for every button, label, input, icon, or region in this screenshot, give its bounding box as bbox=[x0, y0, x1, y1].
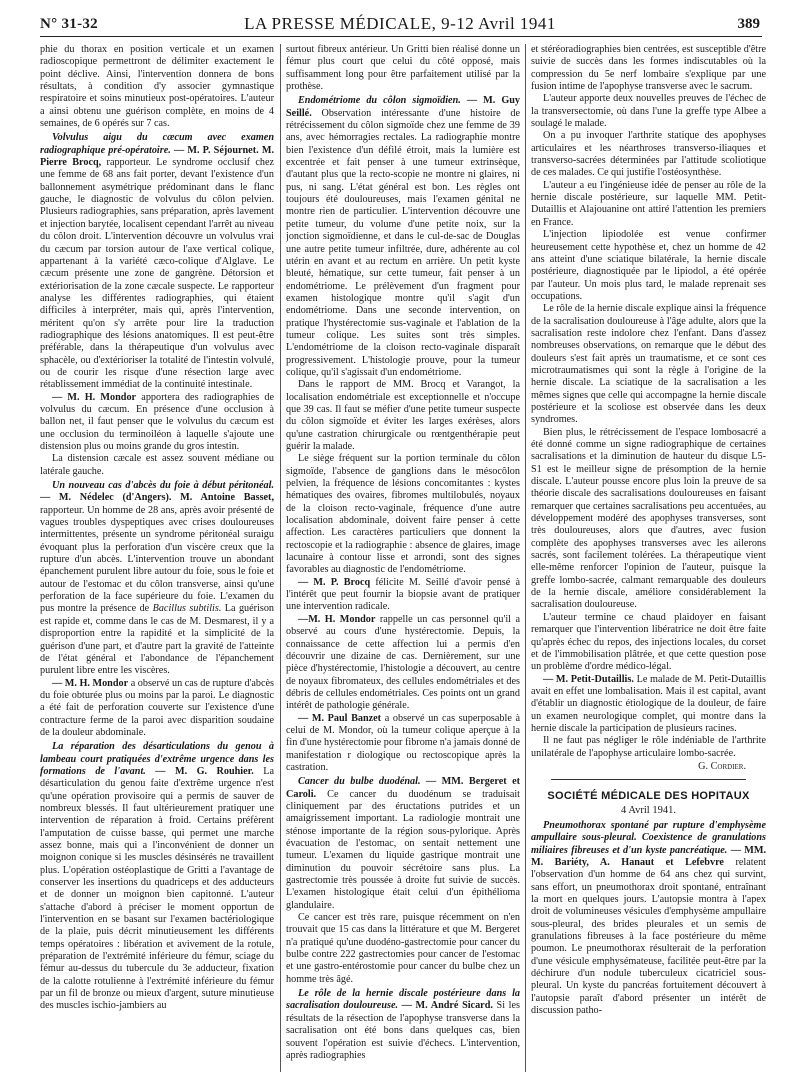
article-volvulus bbox=[40, 132, 274, 391]
section-date: 4 Avril 1941. bbox=[621, 804, 676, 816]
paragraph: et stéréoradiographies bien centrées, est susceptible d'être suivie de succès dans les formes indiscutables où la compression du 5e nerf lombaire s'explique par une fusion intime de l'apophyse transverse avec le sacrum. bbox=[531, 44, 766, 93]
speaker-name: — M. H. Mondor bbox=[52, 391, 137, 403]
paragraph: L'auteur termine ce chaud plaidoyer en faisant remarquer que l'intervention libératrice ne doit être faite qu'après échec du repos, des injections locales, du corset et de l'immobilisation plâtrée, et que cette question pose un problème d'ordre médico-légal. bbox=[531, 611, 766, 673]
article-author: — M. Guy Seillé. bbox=[286, 95, 520, 119]
paragraph: Le rôle de la hernie discale explique ainsi la fréquence de la sacralisation douloureuse à l'âge adulte, alors que la sacralisation reste indolore chez l'enfant. Dans d'assez nombreuses observations, on remarque que le début des douleurs s'est fait après un traumatisme, et ce sont ces microtraumatismes qui sont la règle à l'origine de la hernie discale. La sciatique de la sacralisation a les mêmes signes que celle qui accompagne la hernie discale postérieure et la scoliose est observée dans les deux syndromes. bbox=[531, 303, 766, 426]
paragraph: L'injection lipiodolée est venue confirmer heureusement cette hypothèse et, chez un homme de 42 ans atteint d'une sciatique bilatérale, la hernie discale postérieure, diagnostiquée par le lipiodol, a été opérée par l'auteur. Un mois plus tard, le malade reprenait ses occupations. bbox=[531, 229, 766, 302]
article-hernie bbox=[286, 988, 520, 1062]
section-rule bbox=[551, 779, 746, 780]
article-pneumothorax bbox=[531, 820, 766, 1018]
paragraph: Il ne faut pas négliger le rôle indéniable de l'arthrite unilatérale de l'apophyse articulaire lombo-sacrée. bbox=[531, 735, 766, 759]
paragraph bbox=[40, 678, 274, 740]
article-title: Volvulus aigu du cæcum avec examen radiographique pré-opératoire. bbox=[40, 132, 274, 156]
paragraph: L'auteur a eu l'ingénieuse idée de penser au rôle de la hernie discale postérieure, sur laquelle MM. Petit-Dutaillis et Alajouanine ont attiré l'attention les premiers en France. bbox=[531, 179, 766, 228]
paragraph: L'auteur apporte deux nouvelles preuves de l'échec de la transversectomie, où dans l'une la greffe type Albee a soulagé le malade. bbox=[531, 93, 766, 130]
paragraph: Bien plus, le rétrécissement de l'espace lombosacré a été donné comme un signe radiographique de certaines sacralisations et la diminution de hauteur du disque L5-S1 est le meilleur signe de présomption de la hernie discale. L'auteur pousse encore plus loin la preuve de sa théorie discale des sacralisations douloureuses en faisant remarquer que certaines sacralisations peu accentuées, au développement modéré des apophyses transverses, sont très douloureuses, alors que d'autres, avec fusion complète des apophyses transverses avec les ailerons sacrés, sont facilement tolérées. La thérapeutique vient elle-même renforcer l'opinion de l'auteur, puisque la greffe lombo-sacrée, calmant remarquable des douleurs de la hernie discale, améliore considérablement la sacralisation douloureuse. bbox=[531, 426, 766, 611]
paragraph-text: rappelle un cas personnel qu'il a observé au cours d'une hystérectomie. Depuis, la connaissance de cette affection lui a permis d'en découvrir une dizaine de cas. Dernièrement, sur une pièce d'hystérectomie, l'histologie a découvert, au centre de noyaux fibromateux, des cellules endométriales et des débris de cellules endométriales. Ces points ont un grand intérêt de pathologie générale. bbox=[286, 613, 520, 712]
article-author: — M. G. Rouhier. bbox=[155, 765, 254, 777]
paragraph: Ce cancer est très rare, puisque récemment on n'en trouvait que 15 cas dans la littérature et que M. Bergeret n'a pratiqué qu'une duodéno-gastrectomie pour cancer du bulbe contre 222 gastrectomies pour cancer de l'estomac et une gastro-entérostomie pour cancer du bulbe chez un homme très âgé. bbox=[286, 912, 520, 985]
paragraph-text: a observé un cas superposable à celui de M. Mondor, où la tumeur colique aperçue à la fin d'une hystérectomie pour fibrome n'a jamais donné de manifestation r diologique ou rectoscopique après la castration. bbox=[286, 712, 520, 773]
speaker-name: — M. H. Mondor bbox=[52, 677, 129, 689]
article-genou bbox=[40, 741, 274, 1013]
paragraph: Dans le rapport de MM. Brocq et Varangot, la localisation endométriale est exceptionnelle et n'occupe que 39 cas. Il faut se méfier d'une petite tumeur suspecte du côlon sigmoïde et éviter les larges exérèses, alors qu'une castration chirurgicale ou rœntgenthérapie peut guérir la malade. bbox=[286, 379, 520, 452]
paragraph-text: Le malade de M. Petit-Dutaillis avait en effet une lombalisation. Mais il est capital, avant d'établir un diagnostic étiologique de la douleur, de faire un examen neurologique complet, qui montre dans la hernie discale la participation de plusieurs racines. bbox=[531, 673, 766, 734]
article-author: — M. André Sicard. bbox=[401, 1000, 493, 1012]
issue-number: N° 31-32 bbox=[40, 16, 98, 32]
bacillus-name: Bacillus subtilis. bbox=[152, 603, 222, 615]
article-abces bbox=[40, 480, 274, 678]
paragraph: phie du thorax en position verticale et un examen radioscopique permettront de délimiter exactement le point déclive. Ainsi, l'intervention donnera de bons résultats, à condition d'y associer gymnastique respiratoire et soins minutieux post-opératoires. L'auteur a ainsi obtenu une guérison complète, en moins de 4 semaines, de 6 opérés sur 7 cas. bbox=[40, 44, 274, 130]
article-author: — MM. M. Bariéty, A. Hanaut et Lefebvre bbox=[531, 844, 766, 868]
article-title: Cancer du bulbe duodénal. bbox=[298, 776, 421, 788]
paragraph-text: a observé un cas de rupture d'abcès du foie obturée plus ou moins par la paroi. Le diagnostic a été fait de perforation couverte sur l'existence d'une contracture ferme de la paroi avec disparition soudaine de la douleur abdominale. bbox=[40, 677, 274, 738]
signature: G. Cordier. bbox=[698, 760, 746, 772]
paragraph bbox=[286, 614, 520, 713]
article-text: Ce cancer du duodénum se traduisait cliniquement par des éructations putrides et un amaigrissement important. La radiologie montrait une sténose importante de la région sous-pylorique. Après évacuation de l'estomac, on sentait nettement une tumeur. L'examen du liquide gastrique montrait une diminution du pouvoir sécrétoire sans plus. La gastrectomie très poussée à droite fut suivie de succès. L'examen histologique était celui d'un épithélioma glandulaire. bbox=[286, 788, 520, 911]
speaker-name: — M. Petit-Dutaillis. bbox=[543, 673, 634, 685]
paragraph: On a pu invoquer l'arthrite statique des apophyses articulaires et les néarthroses transverso-iliaques et transverso-sacrées déterminées par l'attitude scoliotique de ces malades. Ce qui justifie l'ostéosynthèse. bbox=[531, 130, 766, 179]
article-title: Un nouveau cas d'abcès du foie à début péritonéal. bbox=[52, 480, 274, 492]
column-2 bbox=[286, 44, 520, 1074]
column-divider bbox=[525, 44, 526, 1072]
paragraph-text: félicite M. Seillé d'avoir pensé à l'intérêt que peut fournir la biopsie avant de pratiquer une intervention radicale. bbox=[286, 576, 520, 613]
article-author: — M. Nédelec (d'Angers). M. Antoine Basset, bbox=[40, 492, 274, 504]
article-text: Si les résultats de la résection de l'apophyse transverse dans la sacralisation ont été bons dans quelques cas, bien souvent l'opération est suivie d'échecs. L'intervention, après radiographies bbox=[286, 1000, 520, 1061]
column-3 bbox=[531, 44, 766, 1074]
article-bulbe bbox=[286, 776, 520, 912]
journal-title: LA PRESSE MÉDICALE, 9-12 Avril 1941 bbox=[244, 14, 556, 33]
article-title: Le rôle de la hernie discale postérieure dans la sacralisation douloureuse. bbox=[286, 988, 520, 1012]
article-title: Pneumothorax spontané par rupture d'emphysème ampullaire sous-pleural. Coexistence de granulations miliaires fibreuses et d'un kyste pancréatique. bbox=[531, 819, 766, 856]
page-number: 389 bbox=[737, 16, 760, 32]
article-text: rapporteur. Un homme de 28 ans, après avoir présenté de vagues troubles dyspeptiques avec crises douloureuses intermittentes, présente un syndrome péritonéal suraigu évoquant plus la perforation d'un viscère creux que la rupture d'un abcès. L'intervention trouve un abondant épanchement purulent libre autour du foie, sous le foie et autour de l'estomac et du côlon transverse, ainsi qu'une perforation de la face supérieure du foie. L'examen du pus montre la présence de bbox=[40, 504, 274, 615]
article-title: La réparation des désarticulations du genou à lambeau court pratiquées d'extrême urgence dans les formations de l'avant. bbox=[40, 741, 274, 777]
column-divider bbox=[280, 44, 281, 1072]
paragraph: La distension cæcale est assez souvent médiane ou latérale gauche. bbox=[40, 453, 274, 477]
page-header bbox=[0, 0, 800, 40]
article-endometriome bbox=[286, 95, 520, 379]
paragraph bbox=[286, 713, 520, 775]
paragraph: Le siège fréquent sur la portion terminale du côlon sigmoïde, l'absence de ganglions dans le mésocôlon pelvien, la fréquence de lésions concomitantes : kystes hématiques des ovaires, fibromes multilobulés, noyaux de la cloison recto-vaginale, fréquence d'une autre localisation abdominale, doivent faire penser à cette affection. Les caractères particuliers que donnent la rectoscopie et la radiographie : absence de glaires, image lacunaire à contour lisse et arrondi, sont des signes favorables au diagnostic de l'endométriome. bbox=[286, 453, 520, 576]
paragraph-text: apportera des radiographies de volvulus du cæcum. En présence d'une occlusion à ballon net, il faut penser que le volvulus du cæcum est une occlusion du terminoiléon à laquelle s'ajoute une distension plus ou moins grande du gros intestin. bbox=[40, 391, 274, 452]
header-rule bbox=[40, 36, 762, 37]
paragraph bbox=[40, 392, 274, 454]
speaker-name: — M. Paul Banzet bbox=[298, 712, 382, 724]
speaker-name: — M. P. Brocq bbox=[298, 576, 371, 588]
article-title: Endométriome du côlon sigmoïdien. bbox=[298, 95, 461, 107]
article-text: La guérison est rapide et, comme dans le cas de M. Desmarest, il y a disproportion entre la rapidité et la simplicité de la guérison d'une part, et d'autre part la gravité de l'atteinte de l'état général et l'abondance de l'épanchement purulent libre entre les viscères. bbox=[40, 603, 274, 677]
speaker-name: —M. H. Mondor bbox=[298, 613, 376, 625]
article-author: — MM. Bergeret et Caroli. bbox=[286, 776, 520, 800]
article-text: La désarticulation du genou faite d'extrême urgence n'est qu'une opération provisoire qui a permis de sauver de nombreux blessés. Il faut ultérieurement pratiquer une intervention de réparation à froid. Certains préfèrent l'amputation de cuisse basse, qui permet une marche assez bonne, mais qui a l'inconvénient de donner un moignon conique si les muscles désinsérés ne travaillent plus. L'opération ostéoplastique de Gritti a l'avantage de conserver les insertions du quadriceps et des adducteurs et de donner un moignon bien capitonné. L'auteur s'attache d'abord à préciser le moment opportun de l'intervention en se basant sur l'examen bactériologique de la plaie, puis décrit minutieusement les différents temps opératoires : libération et avivement de la rotule, préparation de l'extrémité inférieure du fémur, sciage du fémur au-dessus du tubercule du 3e adducteur, fixation de la calotte rotulienne à l'extrémité inférieure du fémur par un fil de bronze ou mieux d'argent, suture minutieuse des muscles ischio-jambiers au bbox=[40, 765, 274, 1012]
article-text: Observation intéressante d'une histoire de rétrécissement du côlon sigmoïde chez une femme de 39 ans, avec hémorragies rectales. La radiographie montre bien l'existence d'un défilé étroit, mais la lumière est excentrée et fait penser à une tumeur extrinsèque, d'autant plus que la recto-scopie ne montre ni glaires, ni pus, ni sang. L'état général est bon. Les règles ont toujours été douloureuses, mais l'examen génital ne montre rien de particulier. L'intervention découvre une petite tumeur, du volume d'une petite noix, sur la jonction sigmoïdienne, et dans le cul-de-sac de Douglas une autre petite tumeur infiltrée, dure, adhérente au col utérin en avant et au rectum en arrière. Un petit kyste bleuté, hématique, sur cette tumeur, fait penser à un endométriome. Le prélèvement d'un fragment pour examen histologique montre qu'il s'agit d'un endométriome. Dans une seconde intervention, on pratique l'hystérectomie sus-vaginale et l'ablation de la tumeur colique. Les suites sont très simples. L'endométriome de la cloison recto-vaginale disparaît progressivement. L'histologie prouve, pour la tumeur colique, qu'il s'agissait d'un endométriome. bbox=[286, 107, 520, 378]
column-1 bbox=[40, 44, 274, 1074]
article-author: — M. P. Séjournet. bbox=[173, 144, 259, 156]
rapporteur-name: M. Pierre Brocq, bbox=[40, 144, 274, 169]
article-text: rapporteur. Le syndrome occlusif chez une femme de 68 ans fait porter, devant l'existence d'un ballonnement asymétrique prédominant dans le flanc gauche, le diagnostic de volvulus du côlon pelvien. Plusieurs radiographies, sans préparation, après lavement et injection barytée, localisent cependant l'arrêt au niveau du côlon droit. L'intervention découvre un volvulus vrai du cæcum par torsion autour de l'axe vertical colique, appartenant à la variété cæco-colique d'Alglave. Le cæcum présente une zone de gangrène. Détorsion et extériorisation de la zone cæcale suspecte. Le rapporteur analyse les différentes radiographies, qui étaient difficiles à interpréter, mais qui, après l'intervention, méritent qu'on s'y arrête pour lire la traduction radiographique des lésions anatomiques. Il est peut-être préférable, dans la thérapeutique d'un volvulus avec sphacèle, ou d'extérioriser la totalité de l'intestin volvulé, ou de courir les risque d'une résection large avec rétablissement immédiat de la continuité intestinale. bbox=[40, 157, 274, 391]
article-text: relatent l'observation d'un homme de 64 ans chez qui survint, sans effort, un pneumothorax droit spontané, entraînant la mort en quelques jours. L'autopsie montra à l'apex droit de volumineuses vésicules d'emphysème ampullaire sous-pleural, des brides pleurales et un semis de granulations fibreuses à la face postérieure du même poumon. Le pneumothorax résulterait de la perforation d'une vésicule emphysémateuse, facilitée peut-être par la déchirure d'un nodule tuberculeux cicatriciel sous-pleural. Un kyste du pancréas fortuitement découvert à l'autopsie paraît d'abord présenter un intérêt de discussion patho- bbox=[531, 857, 766, 1017]
paragraph bbox=[286, 577, 520, 614]
paragraph: surtout fibreux antérieur. Un Gritti bien réalisé donne un fémur plus court que celui du côté opposé, mais suffisamment long pour être parfaitement utilisé par la prothèse. bbox=[286, 44, 520, 93]
section-title: SOCIÉTÉ MÉDICALE DES HOPITAUX bbox=[547, 790, 750, 803]
paragraph bbox=[531, 674, 766, 736]
